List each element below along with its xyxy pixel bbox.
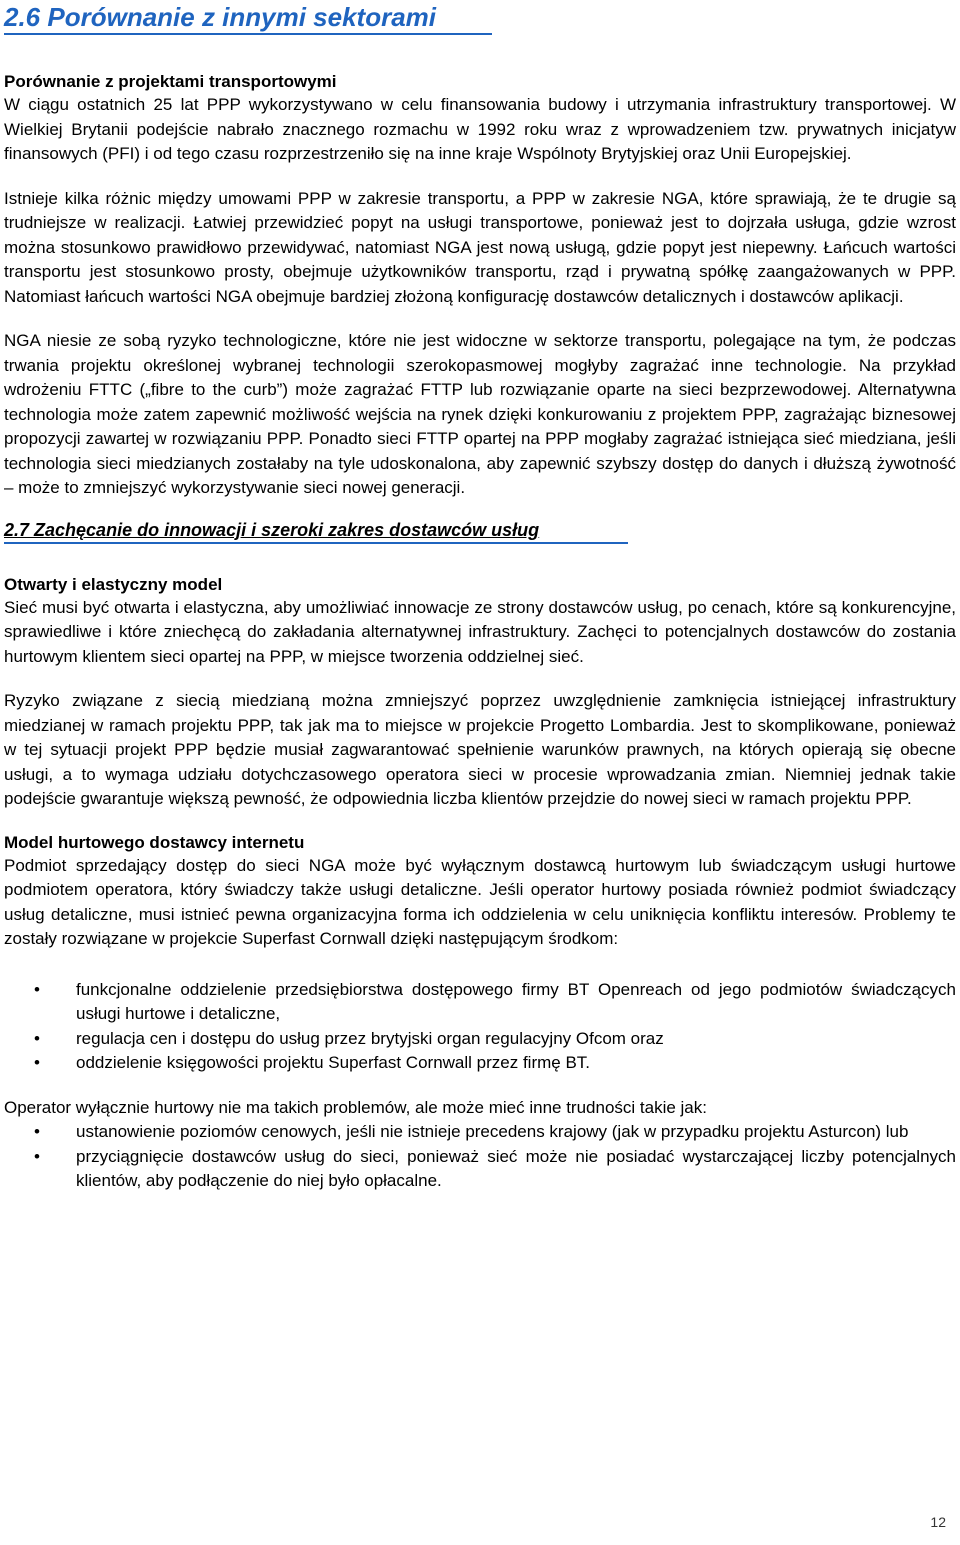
section-title-text: 2.6 Porównanie z innymi sektorami bbox=[4, 2, 437, 32]
spacer bbox=[4, 544, 956, 574]
spacer bbox=[4, 669, 956, 689]
page-number: 12 bbox=[930, 1514, 946, 1530]
list-item bbox=[4, 1120, 956, 1145]
wholesale-paragraph-1: Podmiot sprzedający dostęp do sieci NGA może być wyłącznym dostawcą hurtowym lub świadczącym usługi hurtowe podmiotem operatora, który świadczy także usługi detaliczne. Jeśli operator hurtowy posiada również podmiot świadczący usług detaliczne, musi istnieć pewna organizacyjna forma ich oddzielenia w celu uniknięcia konfliktu interesów. Problemy te zostały rozwiązane w projekcie Superfast Cornwall dzięki następującym środkom: bbox=[4, 855, 956, 948]
spacer bbox=[4, 1076, 956, 1096]
transport-paragraph-3: NGA niesie ze sobą ryzyko technologiczne, które nie jest widoczne w sektorze transportu, polegające na tym, że podczas trwania projektu określonej wybranej technologii szerokopasmowej mogłyby zagrażać inne technologie. Na przykład wdrożeniu FTTC („fibre to the curb”) może zagrażać FTTP lub rozwiązanie oparte na sieci bezprzewodowej. Alternatywna technologia może zatem zapewnić możliwość wejścia na rynek dzięki konkurowaniu z projektem PPP, zagrażając biznesowej propozycji zawartej w rozwiązaniu PPP. Ponadto sieci FTTP opartej na PPP mogłaby zagrażać istniejąca sieć miedziana, jeśli technologia sieci miedzianych zostałaby na tyle udoskonalona, aby zapewnić szybszy dostęp do danych i dłuższą żywotność – może to zmniejszyć wykorzystywanie sieci nowej generacji. bbox=[4, 331, 956, 497]
bullet-icon: • bbox=[34, 979, 40, 999]
measures-list bbox=[4, 978, 956, 1076]
section2-title-text: 2.7 Zachęcanie do innowacji i szeroki zakres dostawców usług bbox=[4, 519, 540, 540]
spacer bbox=[4, 812, 956, 832]
bullet-icon: • bbox=[34, 1146, 40, 1166]
list-item-text: oddzielenie księgowości projektu Superfast Cornwall przez firmę BT. bbox=[76, 1053, 591, 1072]
document-page bbox=[4, 0, 956, 1194]
transport-paragraph-2: Istnieje kilka różnic między umowami PPP w zakresie transportu, a PPP w zakresie NGA, które sprawiają, że te drugie są trudniejsze w realizacji. Łatwiej przewidzieć popyt na usługi transportowe, ponieważ jest to dojrzała usługa, gdzie wzrost można stosunkowo prawidłowo przewidywać, natomiast NGA jest nową usługą, gdzie popyt jest niepewny. Łańcuch wartości transportu jest stosunkowo prosty, obejmuje użytkowników transportu, rząd i prywatną spółkę zaangażowanych w PPP. Natomiast łańcuch wartości NGA obejmuje bardziej złożoną konfigurację dostawców detalicznych i dostawców aplikacji. bbox=[4, 188, 956, 306]
transport-heading: Porównanie z projektami transportowymi bbox=[4, 72, 337, 91]
list-item bbox=[4, 1027, 956, 1052]
spacer bbox=[4, 35, 956, 71]
spacer bbox=[4, 501, 956, 519]
bullet-icon: • bbox=[34, 1053, 40, 1072]
bullet-icon: • bbox=[34, 1028, 40, 1048]
list-item bbox=[4, 1145, 956, 1194]
list-item bbox=[4, 978, 956, 1027]
spacer bbox=[4, 167, 956, 187]
difficulties-list bbox=[4, 1120, 956, 1194]
transport-paragraph-1: W ciągu ostatnich 25 lat PPP wykorzystywano w celu finansowania budowy i utrzymania infrastruktury transportowej. W Wielkiej Brytanii podejście nabrało znacznego rozmachu w 1992 roku wraz z wprowadzeniem tzw. prywatnych inicjatyw finansowych (PFI) i od tego czasu rozprzestrzeniło się na inne kraje Wspólnoty Brytyjskiej oraz Unii Europejskiej. bbox=[4, 95, 956, 163]
wholesale-paragraph-2: Operator wyłącznie hurtowy nie ma takich problemów, ale może mieć inne trudności takie jak: bbox=[4, 1097, 707, 1117]
open-model-heading: Otwarty i elastyczny model bbox=[4, 574, 223, 594]
open-model-paragraph-2: Ryzyko związane z siecią miedzianą można zmniejszyć poprzez uwzględnienie zamknięcia istniejącej infrastruktury miedzianej w ramach projektu PPP, tak jak ma to miejsce w projekcie Progetto Lombardia. Jest to skomplikowane, ponieważ w tej sytuacji projekt PPP będzie musiał zagwarantować spełnienie warunków prawnych, na których opierają się obecne usługi, a to wymaga udziału dotychczasowego operatora sieci w procesie wprowadzania zmian. Niemniej jednak takie podejście gwarantuje większą pewność, że odpowiednia liczba klientów przejdzie do nowej sieci w ramach projektu PPP. bbox=[4, 691, 956, 808]
list-item-text: funkcjonalne oddzielenie przedsiębiorstwa dostępowego firmy BT Openreach od jego podmiotów świadczących usługi hurtowe i detaliczne, bbox=[76, 979, 956, 1023]
section-title bbox=[4, 0, 956, 35]
spacer bbox=[4, 952, 956, 978]
spacer bbox=[4, 309, 956, 329]
list-item-text: ustanowienie poziomów cenowych, jeśli nie istnieje precedens krajowy (jak w przypadku projektu Asturcon) lub bbox=[76, 1122, 909, 1141]
list-item-text: przyciągnięcie dostawców usług do sieci, ponieważ sieć może nie posiadać wystarczającej liczby potencjalnych klientów, aby podłączenie do niej było opłacalne. bbox=[76, 1146, 956, 1190]
list-item-text: regulacja cen i dostępu do usług przez brytyjski organ regulacyjny Ofcom oraz bbox=[76, 1028, 664, 1048]
bullet-icon: • bbox=[34, 1122, 40, 1141]
section2-title bbox=[4, 519, 956, 544]
list-item bbox=[4, 1051, 956, 1076]
wholesale-heading: Model hurtowego dostawcy internetu bbox=[4, 832, 305, 852]
open-model-paragraph-1: Sieć musi być otwarta i elastyczna, aby umożliwiać innowacje ze strony dostawców usług, po cenach, które są konkurencyjne, sprawiedliwe i które zniechęcą do zakładania alternatywnej infrastruktury. Zachęci to potencjalnych dostawców do zostania hurtowym klientem sieci opartej na PPP, w miejsce tworzenia oddzielnej sieć. bbox=[4, 597, 956, 666]
